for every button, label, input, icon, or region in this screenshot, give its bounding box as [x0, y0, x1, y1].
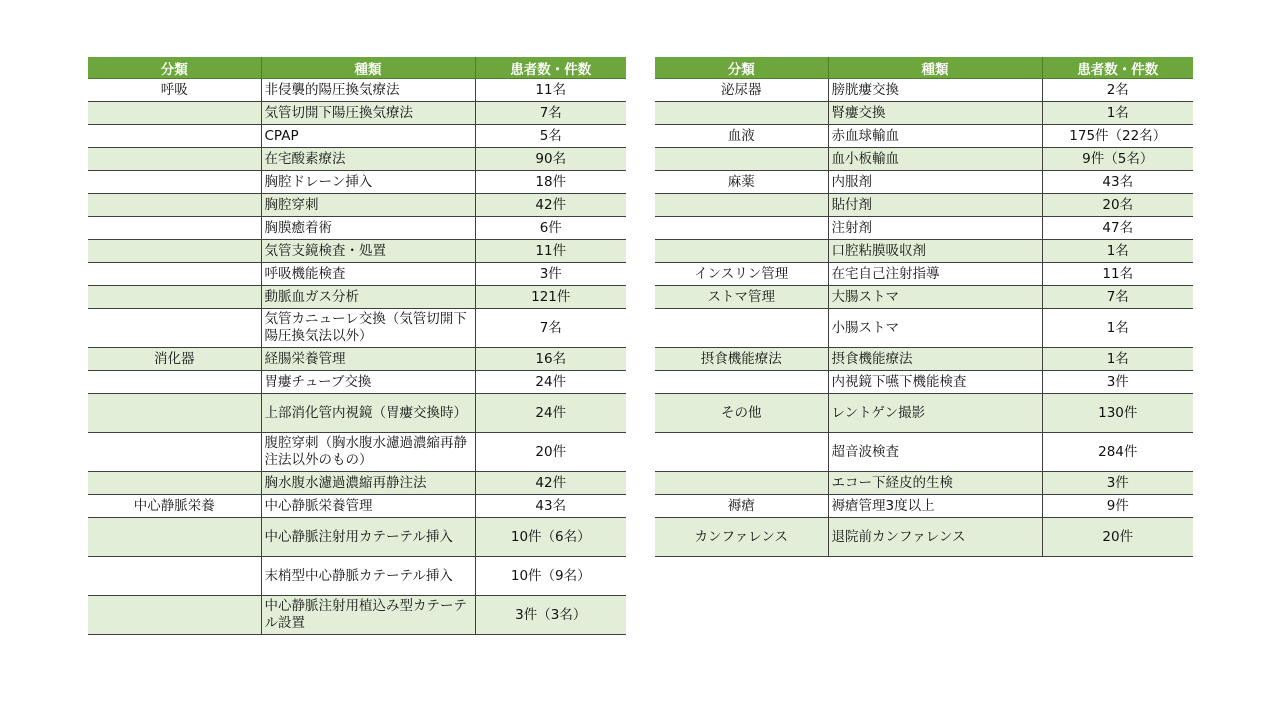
- count-cell: 43名: [1042, 171, 1193, 194]
- category-cell: [88, 309, 261, 348]
- table-row: [655, 309, 1193, 348]
- type-cell: 摂食機能療法: [828, 348, 1042, 371]
- table-row: [655, 102, 1193, 125]
- table-row: [88, 472, 626, 495]
- category-cell: [88, 240, 261, 263]
- table-row: [88, 348, 626, 371]
- table-row: [655, 148, 1193, 171]
- type-cell: 胸腔ドレーン挿入: [261, 171, 475, 194]
- table-row: [88, 286, 626, 309]
- table-row: [88, 148, 626, 171]
- count-cell: 42件: [475, 194, 626, 217]
- header-count: 患者数・件数: [1042, 57, 1193, 79]
- type-cell: 在宅自己注射指導: [828, 263, 1042, 286]
- type-cell: CPAP: [261, 125, 475, 148]
- category-cell: その他: [655, 394, 828, 433]
- count-cell: 10件（9名）: [475, 557, 626, 596]
- count-cell: 2名: [1042, 79, 1193, 102]
- table-row: [655, 194, 1193, 217]
- category-cell: カンファレンス: [655, 518, 828, 557]
- category-cell: インスリン管理: [655, 263, 828, 286]
- count-cell: 3件（3名）: [475, 596, 626, 635]
- table-row: [655, 240, 1193, 263]
- table-row: [88, 102, 626, 125]
- type-cell: 末梢型中心静脈カテーテル挿入: [261, 557, 475, 596]
- table-header-row: [88, 57, 626, 79]
- header-category: 分類: [88, 57, 261, 79]
- count-cell: 121件: [475, 286, 626, 309]
- table-row: [88, 217, 626, 240]
- type-cell: 胸水腹水濾過濃縮再静注法: [261, 472, 475, 495]
- type-cell: 在宅酸素療法: [261, 148, 475, 171]
- table-row: [655, 433, 1193, 472]
- table-row: [88, 79, 626, 102]
- type-cell: 中心静脈注射用カテーテル挿入: [261, 518, 475, 557]
- category-cell: [88, 194, 261, 217]
- table-row: [655, 518, 1193, 557]
- table-row: [655, 472, 1193, 495]
- count-cell: 9件（5名）: [1042, 148, 1193, 171]
- table-row: [88, 125, 626, 148]
- count-cell: 7名: [475, 309, 626, 348]
- table-row: [88, 557, 626, 596]
- type-cell: 内服剤: [828, 171, 1042, 194]
- category-cell: 摂食機能療法: [655, 348, 828, 371]
- category-cell: [88, 394, 261, 433]
- procedures-table-left: [88, 57, 626, 635]
- count-cell: 42件: [475, 472, 626, 495]
- category-cell: [655, 371, 828, 394]
- category-cell: 中心静脈栄養: [88, 495, 261, 518]
- count-cell: 130件: [1042, 394, 1193, 433]
- table-row: [88, 263, 626, 286]
- count-cell: 1名: [1042, 309, 1193, 348]
- type-cell: 小腸ストマ: [828, 309, 1042, 348]
- count-cell: 284件: [1042, 433, 1193, 472]
- category-cell: 消化器: [88, 348, 261, 371]
- type-cell: 胃瘻チューブ交換: [261, 371, 475, 394]
- type-cell: 非侵襲的陽圧換気療法: [261, 79, 475, 102]
- type-cell: 動脈血ガス分析: [261, 286, 475, 309]
- type-cell: 貼付剤: [828, 194, 1042, 217]
- count-cell: 18件: [475, 171, 626, 194]
- count-cell: 5名: [475, 125, 626, 148]
- type-cell: 退院前カンファレンス: [828, 518, 1042, 557]
- table-row: [655, 286, 1193, 309]
- category-cell: [655, 102, 828, 125]
- category-cell: [655, 472, 828, 495]
- count-cell: 1名: [1042, 348, 1193, 371]
- header-category: 分類: [655, 57, 828, 79]
- category-cell: 泌尿器: [655, 79, 828, 102]
- count-cell: 20名: [1042, 194, 1193, 217]
- type-cell: 膀胱瘻交換: [828, 79, 1042, 102]
- category-cell: [88, 125, 261, 148]
- type-cell: 胸腔穿刺: [261, 194, 475, 217]
- count-cell: 3件: [475, 263, 626, 286]
- count-cell: 16名: [475, 348, 626, 371]
- type-cell: 上部消化管内視鏡（胃瘻交換時）: [261, 394, 475, 433]
- table-header-row: [655, 57, 1193, 79]
- table-row: [655, 263, 1193, 286]
- type-cell: 超音波検査: [828, 433, 1042, 472]
- table-row: [88, 433, 626, 472]
- table-row: [655, 495, 1193, 518]
- header-type: 種類: [261, 57, 475, 79]
- type-cell: 赤血球輸血: [828, 125, 1042, 148]
- category-cell: [88, 433, 261, 472]
- table-row: [655, 217, 1193, 240]
- table-row: [88, 309, 626, 348]
- table-row: [88, 194, 626, 217]
- type-cell: エコー下経皮的生検: [828, 472, 1042, 495]
- count-cell: 3件: [1042, 371, 1193, 394]
- table-row: [655, 348, 1193, 371]
- table-row: [88, 495, 626, 518]
- type-cell: 中心静脈栄養管理: [261, 495, 475, 518]
- type-cell: 呼吸機能検査: [261, 263, 475, 286]
- category-cell: ストマ管理: [655, 286, 828, 309]
- type-cell: 内視鏡下嚥下機能検査: [828, 371, 1042, 394]
- category-cell: [88, 518, 261, 557]
- count-cell: 11件: [475, 240, 626, 263]
- procedures-table-right: [655, 57, 1193, 557]
- count-cell: 24件: [475, 394, 626, 433]
- type-cell: 褥瘡管理3度以上: [828, 495, 1042, 518]
- table-row: [655, 171, 1193, 194]
- count-cell: 1名: [1042, 102, 1193, 125]
- type-cell: 腹腔穿刺（胸水腹水濾過濃縮再静注法以外のもの）: [261, 433, 475, 472]
- category-cell: [655, 240, 828, 263]
- count-cell: 10件（6名）: [475, 518, 626, 557]
- count-cell: 9件: [1042, 495, 1193, 518]
- category-cell: [88, 557, 261, 596]
- table-row: [655, 371, 1193, 394]
- type-cell: 気管カニューレ交換（気管切開下陽圧換気法以外）: [261, 309, 475, 348]
- count-cell: 43名: [475, 495, 626, 518]
- category-cell: [88, 217, 261, 240]
- count-cell: 11名: [1042, 263, 1193, 286]
- type-cell: 大腸ストマ: [828, 286, 1042, 309]
- category-cell: [88, 472, 261, 495]
- table-row: [655, 125, 1193, 148]
- table-row: [88, 240, 626, 263]
- table-row: [655, 394, 1193, 433]
- count-cell: 175件（22名）: [1042, 125, 1193, 148]
- category-cell: [655, 309, 828, 348]
- type-cell: 気管支鏡検査・処置: [261, 240, 475, 263]
- category-cell: [655, 217, 828, 240]
- category-cell: [88, 371, 261, 394]
- count-cell: 3件: [1042, 472, 1193, 495]
- category-cell: [88, 102, 261, 125]
- count-cell: 7名: [475, 102, 626, 125]
- table-row: [88, 371, 626, 394]
- type-cell: 経腸栄養管理: [261, 348, 475, 371]
- count-cell: 7名: [1042, 286, 1193, 309]
- header-type: 種類: [828, 57, 1042, 79]
- type-cell: 胸膜癒着術: [261, 217, 475, 240]
- table-row: [88, 171, 626, 194]
- category-cell: [655, 194, 828, 217]
- count-cell: 6件: [475, 217, 626, 240]
- category-cell: 呼吸: [88, 79, 261, 102]
- category-cell: [655, 148, 828, 171]
- type-cell: 注射剤: [828, 217, 1042, 240]
- category-cell: [88, 263, 261, 286]
- count-cell: 1名: [1042, 240, 1193, 263]
- category-cell: [88, 286, 261, 309]
- category-cell: [88, 171, 261, 194]
- type-cell: 血小板輸血: [828, 148, 1042, 171]
- type-cell: 気管切開下陽圧換気療法: [261, 102, 475, 125]
- count-cell: 20件: [475, 433, 626, 472]
- type-cell: 腎瘻交換: [828, 102, 1042, 125]
- count-cell: 47名: [1042, 217, 1193, 240]
- type-cell: 中心静脈注射用植込み型カテーテル設置: [261, 596, 475, 635]
- category-cell: [655, 433, 828, 472]
- category-cell: [88, 596, 261, 635]
- category-cell: 褥瘡: [655, 495, 828, 518]
- category-cell: [88, 148, 261, 171]
- category-cell: 麻薬: [655, 171, 828, 194]
- type-cell: レントゲン撮影: [828, 394, 1042, 433]
- header-count: 患者数・件数: [475, 57, 626, 79]
- table-row: [88, 518, 626, 557]
- count-cell: 24件: [475, 371, 626, 394]
- table-row: [88, 394, 626, 433]
- table-row: [88, 596, 626, 635]
- type-cell: 口腔粘膜吸収剤: [828, 240, 1042, 263]
- count-cell: 20件: [1042, 518, 1193, 557]
- category-cell: 血液: [655, 125, 828, 148]
- count-cell: 11名: [475, 79, 626, 102]
- table-row: [655, 79, 1193, 102]
- count-cell: 90名: [475, 148, 626, 171]
